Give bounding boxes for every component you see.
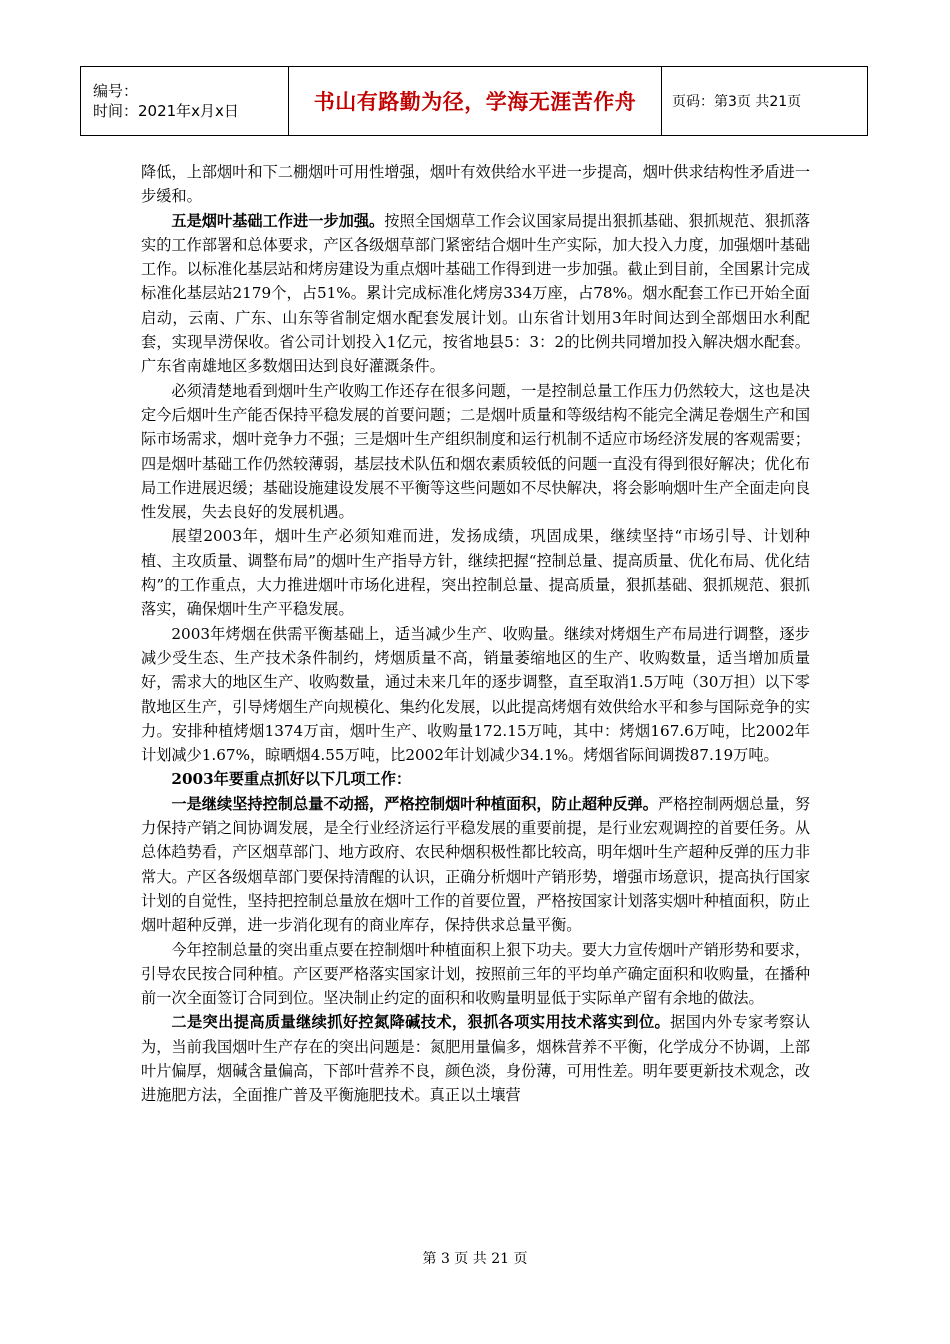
page-footer: 第 3 页 共 21 页: [422, 1251, 528, 1267]
paragraph-lead: 2003年要重点抓好以下几项工作：: [171, 770, 412, 789]
header-page-info: 页码：第3页 共21页: [662, 67, 868, 136]
header-motto: 书山有路勤为径，学海无涯苦作舟: [289, 67, 662, 136]
paragraph: [141, 209, 810, 379]
page-header: [80, 66, 868, 136]
paragraph-text: 今年控制总量的突出重点要在控制烟叶种植面积上狠下功夫。要大力宣传烟叶产销形势和要求，引导农民按合同种植。产区要严格落实国家计划，按照前三年的平均单产确定面积和收购量，在播种前一次全面签订合同到位。坚决制止约定的面积和收购量明显低于实际单产留有余地的做法。: [141, 940, 810, 1008]
paragraph: [141, 1010, 810, 1107]
paragraph-text: 降低，上部烟叶和下二棚烟叶可用性增强，烟叶有效供给水平进一步提高，烟叶供求结构性矛盾进一步缓和。: [141, 163, 810, 206]
paragraph: [141, 379, 810, 525]
paragraph-text: 按照全国烟草工作会议国家局提出狠抓基础、狠抓规范、狠抓落实的工作部署和总体要求，产区各级烟草部门紧密结合烟叶生产实际，加大投入力度，加强烟叶基础工作。以标准化基层站和烤房建设为重点烟叶基础工作得到进一步加强。截止到目前，全国累计完成标准化基层站2179个，占51%。累计完成标准化烤房334万座，占78%。烟水配套工作已开始全面启动，云南、广东、山东等省制定烟水配套发展计划。山东省计划用3年时间达到全部烟田水利配套，实现旱涝保收。省公司计划投入1亿元，按省地县5：3：2的比例共同增加投入解决烟水配套。广东省南雄地区多数烟田达到良好灌溉条件。: [141, 211, 811, 376]
paragraph: [141, 938, 810, 1011]
paragraph: [141, 622, 810, 768]
document-date-label: 时间：2021年x月x日: [93, 102, 239, 120]
paragraph-text: 严格控制两烟总量，努力保持产销之间协调发展，是全行业经济运行平稳发展的重要前提，是行业宏观调控的首要任务。从总体趋势看，产区烟草部门、地方政府、农民种烟积极性都比较高，明年烟叶生产超种反弹的压力非常大。产区各级烟草部门要保持清醒的认识，正确分析烟叶产销形势，增强市场意识，提高执行国家计划的自觉性，坚持把控制总量放在烟叶工作的首要位置，严格按国家计划落实烟叶种植面积，防止烟叶超种反弹，进一步消化现有的商业库存，保持供求总量平衡。: [141, 794, 811, 935]
paragraph-lead: 二是突出提高质量继续抓好控氮降碱技术，狠抓各项实用技术落实到位。: [171, 1013, 671, 1032]
paragraph-text: 据国内外专家考察认为，当前我国烟叶生产存在的突出问题是：氮肥用量偏多，烟株营养不平衡，化学成分不协调，上部叶片偏厚，烟碱含量偏高，下部叶营养不良，颜色淡，身份薄，可用性差。明年要更新技术观念，改进施肥方法，全面推广普及平衡施肥技术。真正以土壤营: [141, 1013, 811, 1105]
paragraph-text: 必须清楚地看到烟叶生产收购工作还存在很多问题，一是控制总量工作压力仍然较大，这也是决定今后烟叶生产能否保持平稳发展的首要问题；二是烟叶质量和等级结构不能完全满足卷烟生产和国际市场需求，烟叶竞争力不强；三是烟叶生产组织制度和运行机制不适应市场经济发展的客观需要；四是烟叶基础工作仍然较薄弱，基层技术队伍和烟农素质较低的问题一直没有得到很好解决；优化布局工作进展迟缓；基础设施建设发展不平衡等这些问题如不尽快解决，将会影响烟叶生产全面走向良性发展，失去良好的发展机遇。: [141, 381, 810, 522]
paragraph: [141, 792, 810, 938]
paragraph-text: 展望2003年，烟叶生产必须知难而进，发扬成绩，巩固成果，继续坚持“市场引导、计划种植、主攻质量、调整布局”的烟叶生产指导方针，继续把握“控制总量、提高质量、优化布局、优化结构”的工作重点，大力推进烟叶市场化进程，突出控制总量、提高质量，狠抓基础、狠抓规范、狠抓落实，确保烟叶生产平稳发展。: [141, 527, 810, 619]
paragraph-lead: 一是继续坚持控制总量不动摇，严格控制烟叶种植面积，防止超种反弹。: [171, 794, 658, 813]
paragraph: [141, 524, 810, 621]
header-meta-cell: [81, 67, 289, 136]
paragraph: [141, 160, 810, 209]
document-number-label: 编号：: [93, 82, 139, 100]
paragraph-text: 2003年烤烟在供需平衡基础上，适当减少生产、收购量。继续对烤烟生产布局进行调整，逐步减少受生态、生产技术条件制约，烤烟质量不高，销量萎缩地区的生产、收购数量，适当增加质量好，需求大的地区生产、收购数量，通过未来几年的逐步调整，直至取消1.5万吨（30万担）以下零散地区生产，引导烤烟生产向规模化、集约化发展，以此提高烤烟有效供给水平和参与国际竞争的实力。安排种植烤烟1374万亩，烟叶生产、收购量172.15万吨，其中：烤烟167.6万吨，比2002年计划减少1.67%，晾晒烟4.55万吨，比2002年计划减少34.1%。烤烟省际间调拨87.19万吨。: [141, 624, 810, 765]
section-heading: [141, 767, 810, 791]
document-body: [141, 160, 810, 1108]
paragraph-lead: 五是烟叶基础工作进一步加强。: [171, 211, 385, 230]
